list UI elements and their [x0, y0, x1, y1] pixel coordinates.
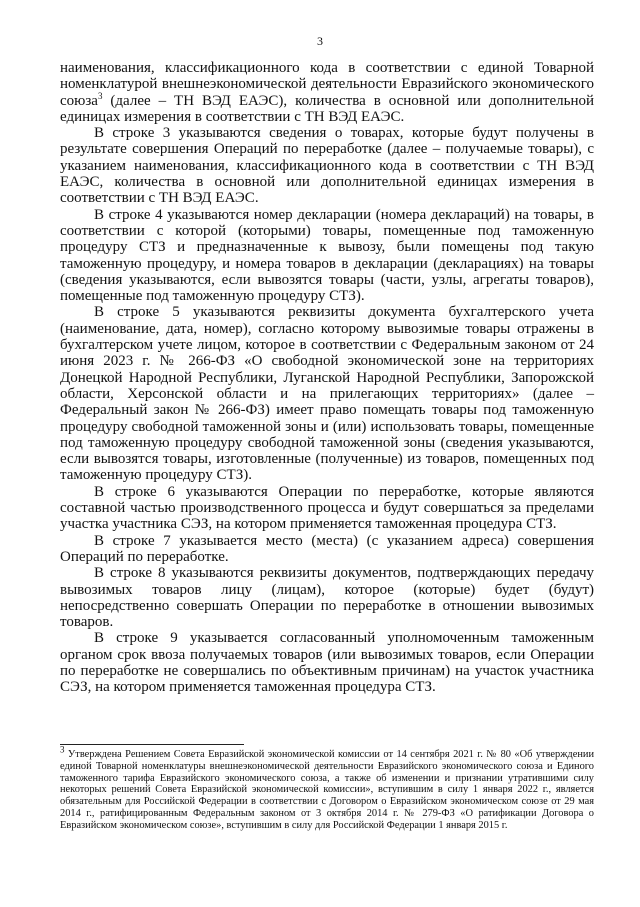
footnote [60, 744, 594, 832]
footnote-text-block [60, 744, 594, 832]
paragraph-continuation [60, 60, 594, 125]
page-number: 3 [317, 34, 323, 48]
paragraph-text-tail: (далее – ТН ВЭД ЕАЭС), количества в основной или дополнительной единицах измерения в соответствии с ТН ВЭД ЕАЭС. [60, 92, 594, 125]
paragraph-text: наименования, классификационного кода в соответствии с единой Товарной номенклатурой внешнеэкономической деятельности Евразийского экономического союза [60, 60, 594, 109]
body-text [60, 60, 594, 696]
footnote-marker: 3 [60, 744, 65, 755]
paragraph-line-3: В строке 3 указываются сведения о товарах, которые будут получены в результате совершения Операций по переработке (далее – получаемые товары), с указанием наименования, классификационного кода в соответствии с ТН ВЭД ЕАЭС, количества в основной или дополнительной единицах измерения в соответствии с ТН ВЭД ЕАЭС. [60, 125, 594, 207]
paragraph-line-5: В строке 5 указываются реквизиты документа бухгалтерского учета (наименование, дата, номер), согласно которому вывозимые товары отражены в бухгалтерском учете лицом, которое в соответствии с Федеральным законом от 24 июня 2023 г. № 266-ФЗ «О свободной экономической зоне на территориях Донецкой Народной Республики, Луганской Народной Республики, Запорожской области, Херсонской области и на прилегающих территориях» (далее – Федеральный закон № 266-ФЗ) имеет право помещать товары под таможенную процедуру свободной таможенной зоны и (или) использовать товары, помещенные под таможенную процедуру свободной таможенной зоны (сведения указываются, если вывозятся товары, изготовленные (полученные) из товаров, помещенных под таможенную процедуру СТЗ). [60, 304, 594, 484]
paragraph-line-4: В строке 4 указываются номер декларации (номера деклараций) на товары, в соответствии с которой (которыми) товары, помещенные под таможенную процедуру СТЗ и предназначенные к вывозу, были помещены под такую таможенную процедуру, и номера товаров в декларации (декларациях) на товары (сведения указываются, если вывозятся товары (части, узлы, агрегаты товаров), помещенные под таможенную процедуру СТЗ). [60, 206, 594, 305]
paragraph-line-7: В строке 7 указывается место (места) (с указанием адреса) совершения Операций по переработке. [60, 532, 594, 565]
paragraph-line-9: В строке 9 указывается согласованный уполномоченным таможенным органом срок ввоза получаемых товаров (или вывозимых товаров, если Операции по переработке не совершались по объективным причинам) на участок участника СЭЗ, на котором применяется таможенная процедура СТЗ. [60, 630, 594, 696]
footnote-text: Утверждена Решением Совета Евразийской экономической комиссии от 14 сентября 2021 г. № 80 «Об утверждении единой Товарной номенклатуры внешнеэкономической деятельности Евразийского экономического союза и Единого таможенного тарифа Евразийского экономического союза, а также об изменении и признании утратившими силу некоторых решений Совета Евразийской экономической комиссии», вступившим в силу 1 января 2022 г., является обязательным для Российской Федерации в соответствии с Договором о Евразийском экономическом союзе от 29 мая 2014 г., ратифицированным Федеральным законом от 3 октября 2014 г. № 279-ФЗ «О ратификации Договора о Евразийском экономическом союзе», вступившим в силу для Российской Федерации 1 января 2015 г. [60, 749, 594, 831]
footnote-separator [60, 744, 244, 745]
paragraph-line-8: В строке 8 указываются реквизиты документов, подтверждающих передачу вывозимых товаров лицу (лицам), которое (которые) будет (будут) непосредственно совершать Операции по переработке в отношении вывозимых товаров. [60, 565, 594, 631]
paragraph-line-6: В строке 6 указываются Операции по переработке, которые являются составной частью производственного процесса и будут совершаться за пределами участка участника СЭЗ, на котором применяется таможенная процедура СТЗ. [60, 483, 594, 533]
footnote-reference[interactable]: 3 [97, 90, 103, 101]
